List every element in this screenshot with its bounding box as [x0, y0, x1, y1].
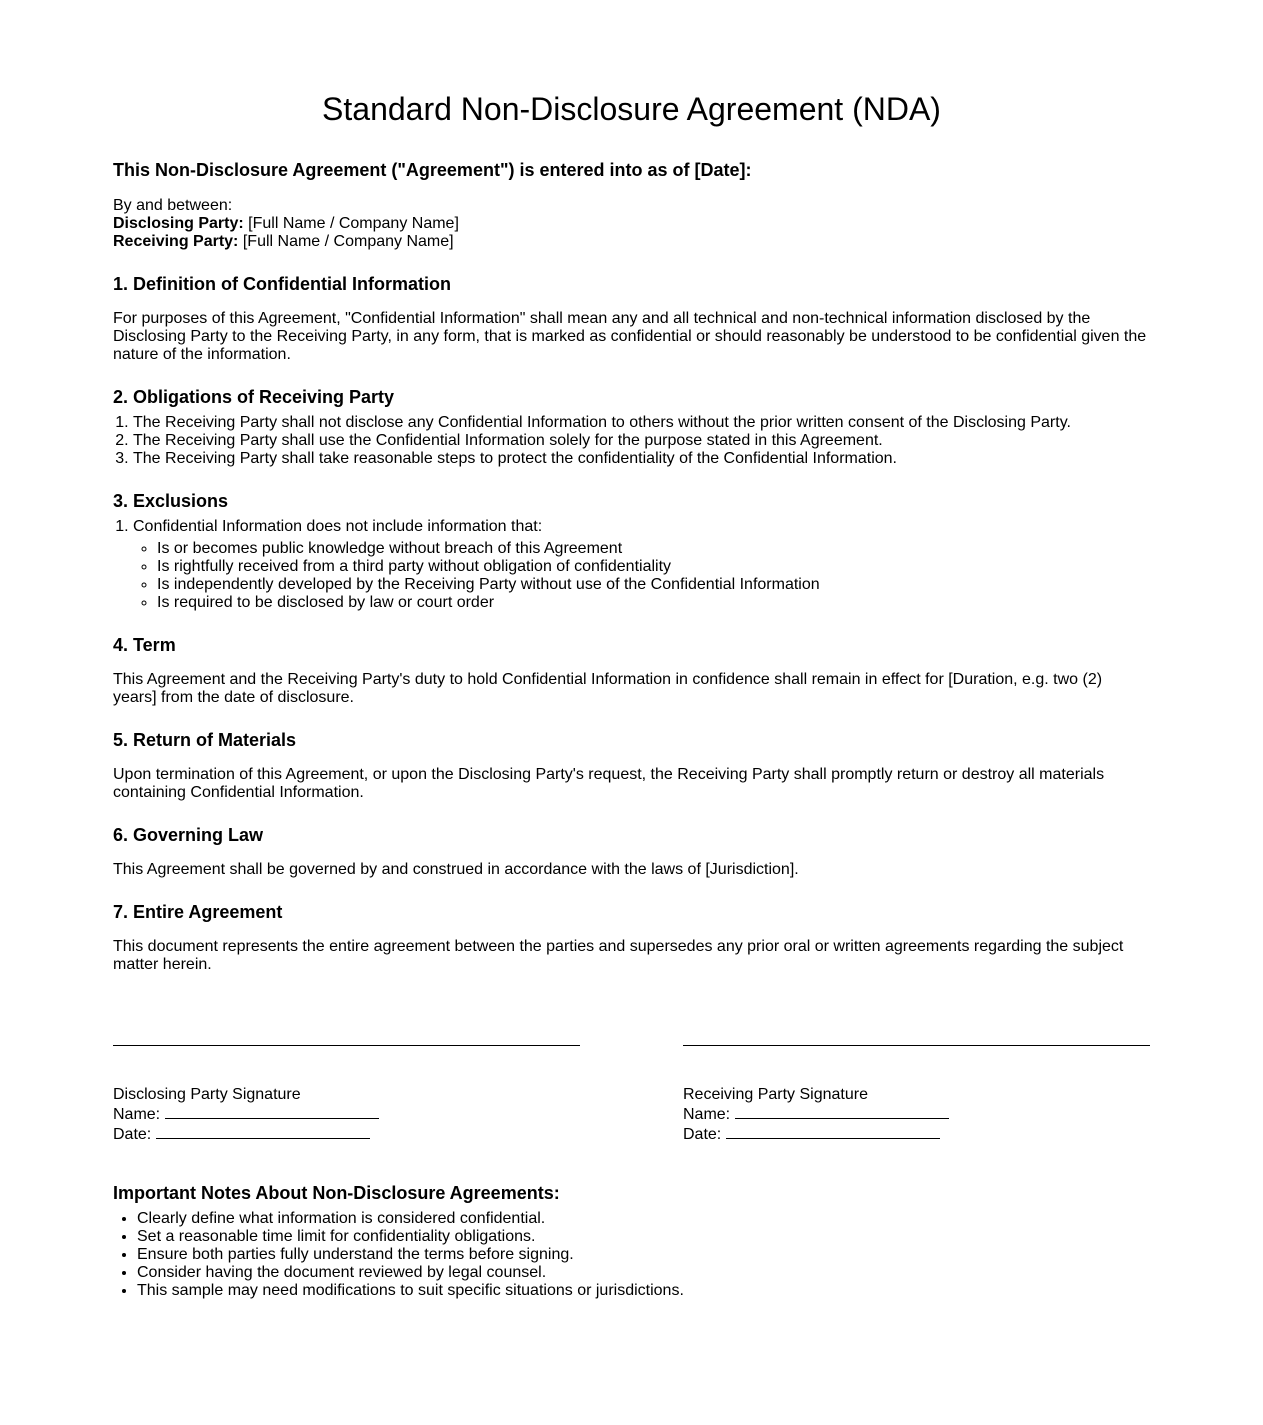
date-label: Date:: [683, 1126, 722, 1143]
signature-line: [113, 1045, 580, 1046]
list-item: ◦ Is independently developed by the Receiving Party without use of the Confidential Information: [157, 576, 1150, 594]
disclosing-party-line: [113, 215, 1150, 233]
obligations-list: [113, 414, 1150, 468]
disclosing-party-label: Disclosing Party:: [113, 215, 244, 232]
section-6-title: 6. Governing Law: [113, 825, 264, 845]
name-blank: [165, 1104, 379, 1119]
exclusions-sublist: [133, 540, 1150, 612]
name-line: [683, 1104, 1150, 1124]
section-5-title: 5. Return of Materials: [113, 730, 297, 750]
list-item: • Set a reasonable time limit for confidentiality obligations.: [137, 1228, 1150, 1246]
name-line: [113, 1104, 580, 1124]
signature-line: [683, 1045, 1150, 1046]
document: [113, 0, 1150, 1300]
list-item: • Clearly define what information is considered confidential.: [137, 1210, 1150, 1228]
date-line: [113, 1124, 580, 1144]
receiving-signature: [683, 1027, 1150, 1144]
date-blank: [156, 1124, 370, 1139]
section-1-title: 1. Definition of Confidential Information: [113, 274, 451, 294]
disclosing-signature: [113, 1027, 580, 1144]
date-line: [683, 1124, 1150, 1144]
list-item: • Consider having the document reviewed by legal counsel.: [137, 1264, 1150, 1282]
notes-list: [113, 1210, 1150, 1300]
name-blank: [735, 1104, 949, 1119]
by-and-between: By and between:: [113, 197, 233, 214]
disclosing-party-value: [Full Name / Company Name]: [248, 215, 459, 232]
exclusions-intro: Confidential Information does not include information that:: [133, 518, 543, 535]
page-title: Standard Non-Disclosure Agreement (NDA): [322, 91, 941, 127]
signature-block: [113, 1027, 1150, 1147]
list-item: ◦ Is or becomes public knowledge without breach of this Agreement: [157, 540, 1150, 558]
list-item: 3. The Receiving Party shall take reasonable steps to protect the confidentiality of the Confidential Information.: [133, 450, 1150, 468]
section-5-text: Upon termination of this Agreement, or upon the Disclosing Party's request, the Receiving Party shall promptly return or destroy all materials containing Confidential Information.: [113, 766, 1105, 801]
name-label: Name:: [683, 1106, 731, 1123]
receiving-party-line: [113, 233, 1150, 251]
intro-heading: This Non-Disclosure Agreement ("Agreement") is entered into as of [Date]:: [113, 160, 752, 180]
signature-label: Disclosing Party Signature: [113, 1086, 301, 1103]
receiving-party-value: [Full Name / Company Name]: [242, 233, 454, 250]
section-2-title: 2. Obligations of Receiving Party: [113, 387, 395, 407]
notes-title: Important Notes About Non-Disclosure Agreements:: [113, 1183, 560, 1203]
signature-label: Receiving Party Signature: [683, 1086, 868, 1103]
section-6-text: This Agreement shall be governed by and construed in accordance with the laws of [Jurisdiction].: [113, 861, 799, 878]
date-blank: [726, 1124, 940, 1139]
list-item: [133, 518, 1150, 612]
name-label: Name:: [113, 1106, 161, 1123]
section-3-title: 3. Exclusions: [113, 491, 229, 511]
section-4-text: This Agreement and the Receiving Party's duty to hold Confidential Information in confidence shall remain in effect for [Duration, e.g. two (2) years] from the date of disclosure.: [113, 671, 1103, 706]
list-item: • This sample may need modifications to suit specific situations or jurisdictions.: [137, 1282, 1150, 1300]
date-label: Date:: [113, 1126, 152, 1143]
list-item: 1. The Receiving Party shall not disclose any Confidential Information to others without the prior written consent of the Disclosing Party.: [133, 414, 1150, 432]
list-item: 2. The Receiving Party shall use the Confidential Information solely for the purpose stated in this Agreement.: [133, 432, 1150, 450]
section-7-title: 7. Entire Agreement: [113, 902, 283, 922]
receiving-party-label: Receiving Party:: [113, 233, 239, 250]
section-1-text: For purposes of this Agreement, "Confidential Information" shall mean any and all technical and non-technical information disclosed by the Disclosing Party to the Receiving Party, in any form, that is marked as confidential or should reasonably be understood to be confidential given the nature of the information.: [113, 310, 1147, 363]
parties-block: [113, 197, 1150, 251]
list-item: ◦ Is rightfully received from a third party without obligation of confidentiality: [157, 558, 1150, 576]
section-7-text: This document represents the entire agreement between the parties and supersedes any prior oral or written agreements regarding the subject matter herein.: [113, 938, 1124, 973]
list-item: ◦ Is required to be disclosed by law or court order: [157, 594, 1150, 612]
section-4-title: 4. Term: [113, 635, 176, 655]
exclusions-list: [113, 518, 1150, 612]
list-item: • Ensure both parties fully understand the terms before signing.: [137, 1246, 1150, 1264]
